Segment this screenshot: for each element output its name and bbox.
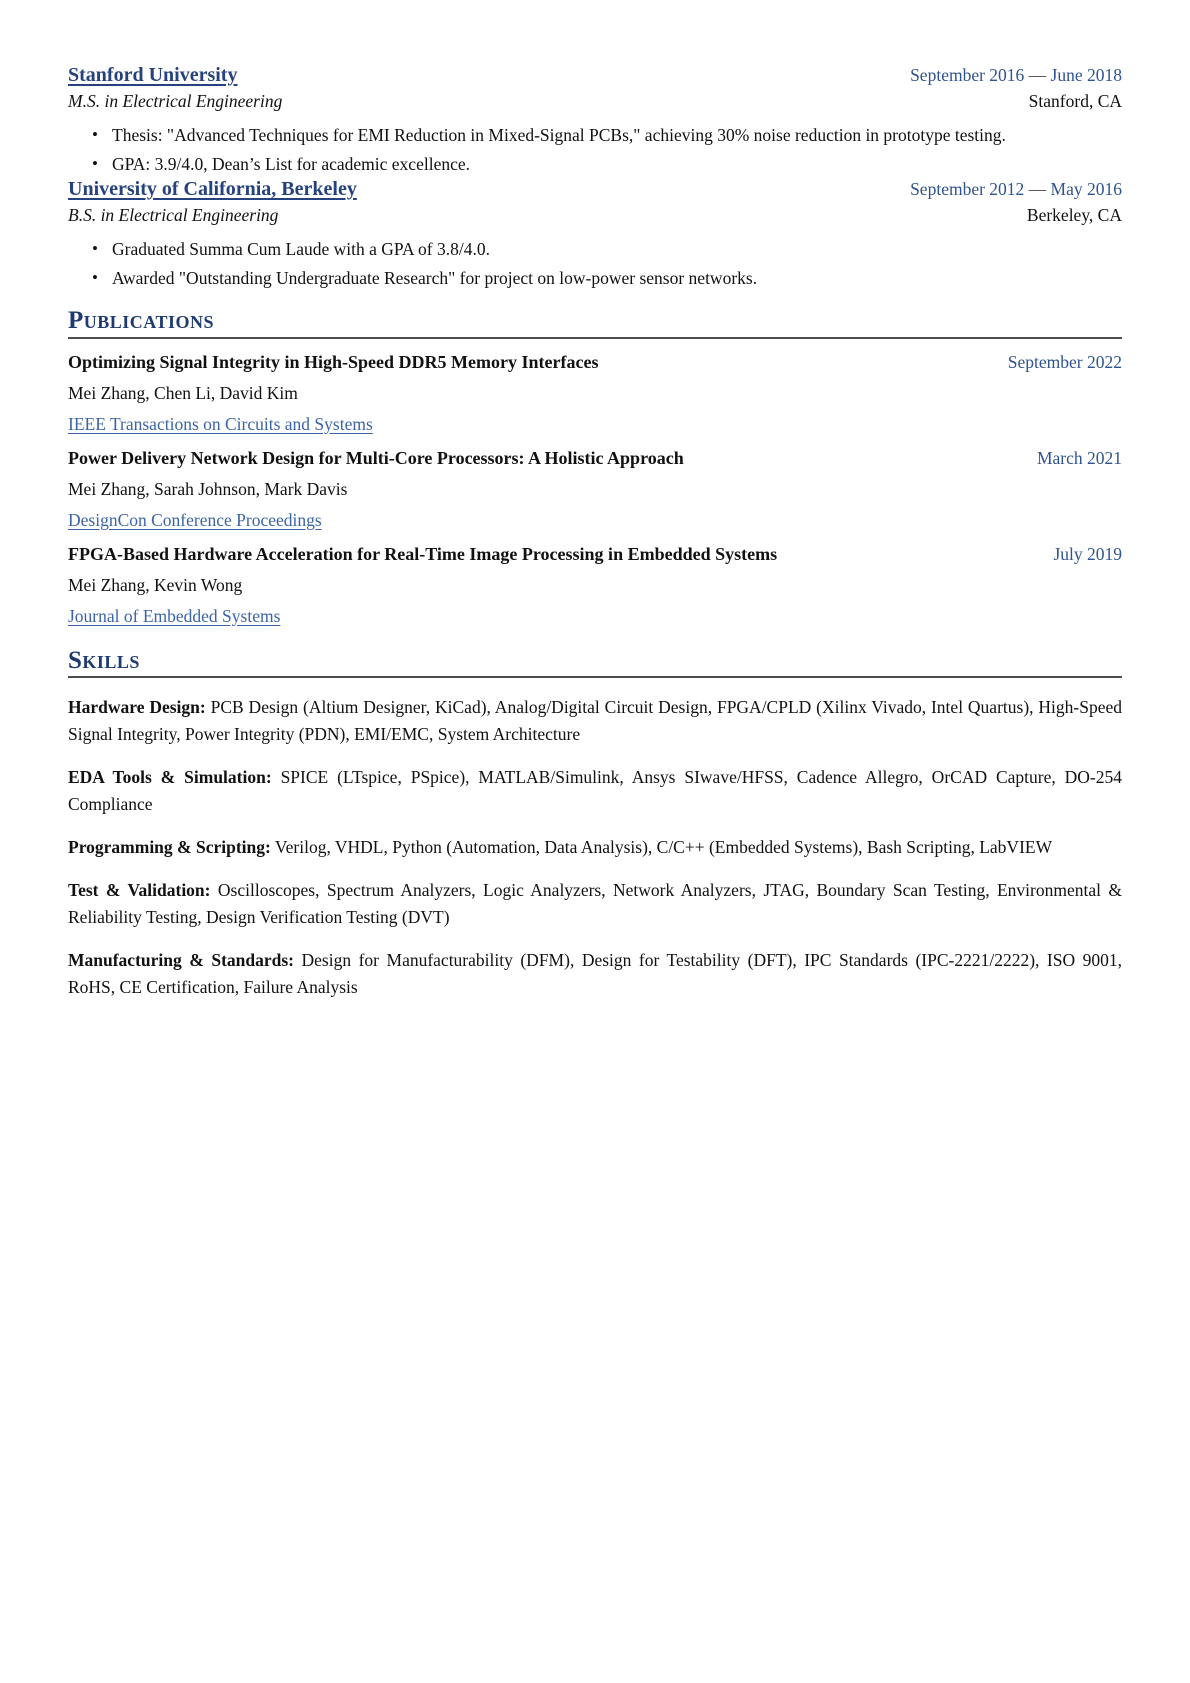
publication-authors: Mei Zhang, Chen Li, David Kim <box>68 382 298 403</box>
publication-date: September 2022 <box>1007 351 1122 372</box>
skill-text: PCB Design (Altium Designer, KiCad), Analog/Digital Circuit Design, FPGA/CPLD (Xilinx Vivado, Intel Quartus), High-Speed Signal Integrity, Power Integrity (PDN), EMI/EMC, System Architecture <box>68 697 1122 744</box>
skill-label: Hardware Design: <box>68 697 206 717</box>
section-heading-publications: Publications <box>68 307 1122 339</box>
skill-label: Manufacturing & Standards: <box>68 950 294 970</box>
degree-title: B.S. in Electrical Engineering <box>68 205 279 225</box>
education-bullet-list <box>68 123 1122 176</box>
skill-category-programming <box>68 834 1122 861</box>
education-header-row <box>68 64 1122 87</box>
education-location: Stanford, CA <box>1028 91 1122 111</box>
degree-title: M.S. in Electrical Engineering <box>68 91 283 111</box>
skill-category-hardware-design <box>68 694 1122 748</box>
publication-venue <box>68 510 1122 531</box>
publication-venue <box>68 606 1122 627</box>
venue-link[interactable]: DesignCon Conference Proceedings <box>68 509 322 530</box>
education-header-row <box>68 178 1122 201</box>
education-entry-stanford <box>68 64 1122 176</box>
skill-text: Verilog, VHDL, Python (Automation, Data Analysis), C/C++ (Embedded Systems), Bash Scripting, LabVIEW <box>274 837 1053 857</box>
publication-authors: Mei Zhang, Sarah Johnson, Mark Davis <box>68 478 348 499</box>
institution-link-stanford[interactable]: Stanford University <box>68 64 238 86</box>
bullet-item: • Thesis: "Advanced Techniques for EMI Reduction in Mixed-Signal PCBs," achieving 30% noise reduction in prototype testing. <box>112 123 1122 147</box>
publication-authors: Mei Zhang, Kevin Wong <box>68 574 243 595</box>
publication-title-row <box>68 448 1122 469</box>
publication-title-row <box>68 544 1122 565</box>
bullet-item: • Awarded "Outstanding Undergraduate Research" for project on low-power sensor networks. <box>112 266 1122 290</box>
publication-entry <box>68 448 1122 531</box>
venue-link[interactable]: Journal of Embedded Systems <box>68 605 281 626</box>
skill-category-manufacturing <box>68 947 1122 1001</box>
skill-text: Oscilloscopes, Spectrum Analyzers, Logic Analyzers, Network Analyzers, JTAG, Boundary Scan Testing, Environmental & Reliability Testing, Design Verification Testing (DVT) <box>68 880 1122 927</box>
education-dates: September 2012 — May 2016 <box>910 179 1122 199</box>
skill-category-test-validation <box>68 877 1122 931</box>
skill-category-eda-tools <box>68 764 1122 818</box>
venue-link[interactable]: IEEE Transactions on Circuits and Systems <box>68 413 373 434</box>
date-dash: — <box>1028 65 1047 85</box>
skill-label: EDA Tools & Simulation: <box>68 767 272 787</box>
publication-title-row <box>68 352 1122 373</box>
skill-text: SPICE (LTspice, PSpice), MATLAB/Simulink, Ansys SIwave/HFSS, Cadence Allegro, OrCAD Capture, DO-254 Compliance <box>68 767 1123 814</box>
education-bullet-list <box>68 237 1122 290</box>
publication-title: FPGA-Based Hardware Acceleration for Real-Time Image Processing in Embedded Systems <box>68 543 778 564</box>
education-location: Berkeley, CA <box>1026 205 1122 225</box>
publication-date: July 2019 <box>1053 543 1122 564</box>
skill-label: Test & Validation: <box>68 880 211 900</box>
publication-entry <box>68 544 1122 627</box>
publication-title: Power Delivery Network Design for Multi-Core Processors: A Holistic Approach <box>68 447 684 468</box>
bullet-item: • GPA: 3.9/4.0, Dean’s List for academic excellence. <box>112 152 1122 176</box>
education-subheader-row <box>68 205 1122 226</box>
publication-date: March 2021 <box>1036 447 1122 468</box>
education-dates: September 2016 — June 2018 <box>910 65 1122 85</box>
institution-link-berkeley[interactable]: University of California, Berkeley <box>68 178 357 200</box>
bullet-item: • Graduated Summa Cum Laude with a GPA of 3.8/4.0. <box>112 237 1122 261</box>
skill-text: Design for Manufacturability (DFM), Design for Testability (DFT), IPC Standards (IPC-2221/2222), ISO 9001, RoHS, CE Certification, Failure Analysis <box>68 950 1122 997</box>
publication-venue <box>68 414 1122 435</box>
education-entry-berkeley <box>68 178 1122 290</box>
publication-entry <box>68 352 1122 435</box>
section-heading-skills: Skills <box>68 647 1122 679</box>
education-subheader-row <box>68 91 1122 112</box>
publication-title: Optimizing Signal Integrity in High-Speed DDR5 Memory Interfaces <box>68 351 599 372</box>
date-dash: — <box>1028 179 1047 199</box>
skill-label: Programming & Scripting: <box>68 837 271 857</box>
